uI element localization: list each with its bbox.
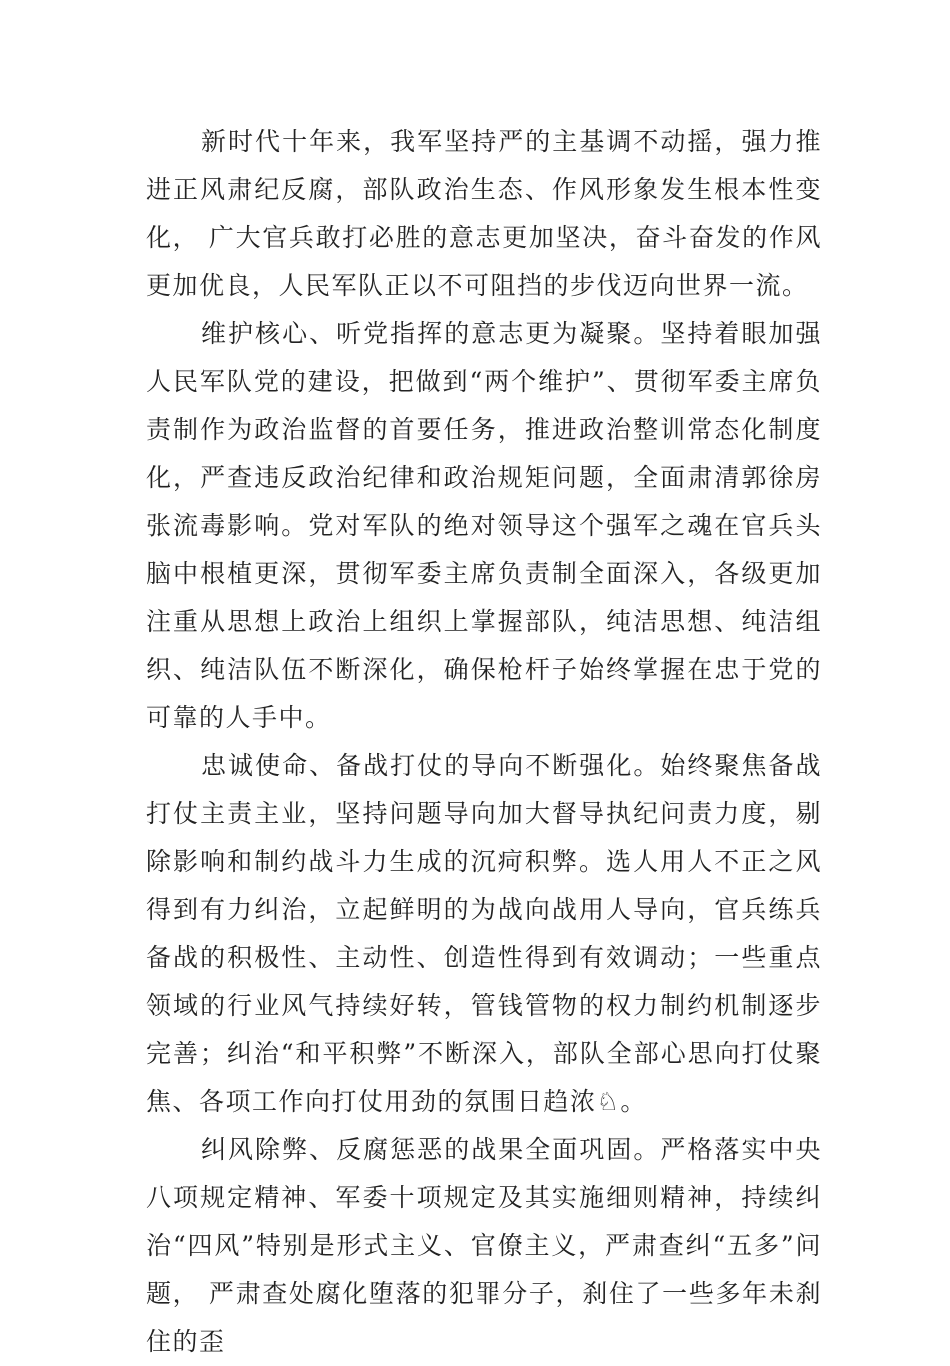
paragraph-anti-corruption: 纠风除弊、反腐惩恶的战果全面巩固。严格落实中央八项规定精神、军委十项规定及其实施细则精神，持续纠治“四风”特别是形式主义、官僚主义，严肃查纠“五多”问题， 严肃查处腐化堕落的犯罪分子，刹住了一些多年未刹住的歪 — [146, 1135, 822, 1356]
paragraph-loyalty: 维护核心、听党指挥的意志更为凝聚。坚持着眼加强人民军队党的建设，把做到“两个维护”、贯彻军委主席负责制作为政治监督的首要任务，推进政治整训常态化制度化，严查违反政治纪律和政治规矩问题，全面肃清郭徐房张流毒影响。党对军队的绝对领导这个强军之魂在官兵头脑中根植更深，贯彻军委主席负责制全面深入，各级更加注重从思想上政治上组织上掌握部队，纯洁思想、纯洁组织、纯洁队伍不断深化，确保枪杆子始终掌握在忠于党的可靠的人手中。 — [146, 319, 822, 732]
paragraph-combat-readiness: 忠诚使命、备战打仗的导向不断强化。始终聚焦备战打仗主责主业，坚持问题导向加大督导执纪问责力度，剔除影响和制约战斗力生成的沉疴积弊。选人用人不正之风得到有力纠治，立起鲜明的为战向战用人导向，官兵练兵备战的积极性、主动性、创造性得到有效调动；一些重点领域的行业风气持续好转，管钱管物的权力制约机制逐步完善；纠治“和平积弊”不断深入，部队全部心思向打仗聚焦、各项工作向打仗用劲的氛围日趋浓♘。 — [146, 751, 822, 1116]
document-body — [146, 118, 822, 1366]
paragraph-intro: 新时代十年来，我军坚持严的主基调不动摇，强力推进正风肃纪反腐，部队政治生态、作风形象发生根本性变化， 广大官兵敢打必胜的意志更加坚决，奋斗奋发的作风更加优良，人民军队正以不可阻挡的步伐迈向世界一流。 — [146, 127, 822, 300]
